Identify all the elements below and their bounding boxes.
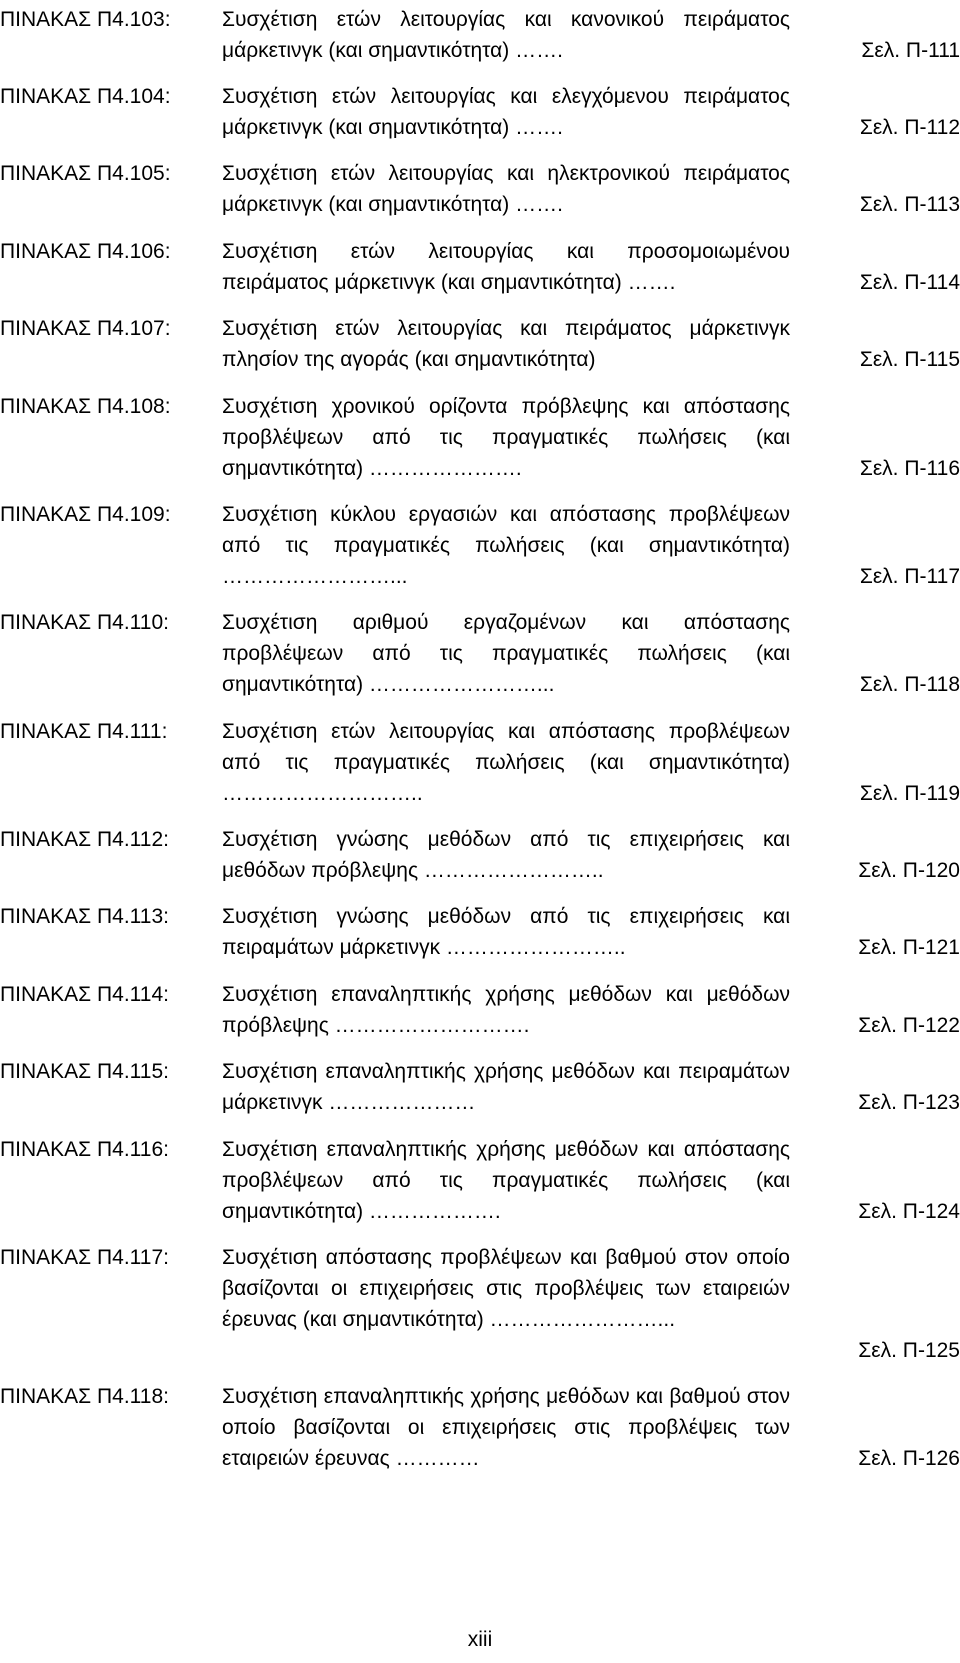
table-description: Συσχέτιση γνώσης μεθόδων από τις επιχειρήσεις και μεθόδων πρόβλεψης …………………….. (222, 828, 790, 882)
table-label: ΠΙΝΑΚΑΣ Π4.115: (0, 1060, 169, 1083)
table-description: Συσχέτιση ετών λειτουργίας και απόστασης προβλέψεων από τις πραγματικές πωλήσεις (και σημαντικότητα) ……………………….. (222, 720, 790, 805)
page-reference: Σελ. Π-111 (861, 39, 960, 62)
page-reference: Σελ. Π-118 (859, 673, 960, 696)
table-description: Συσχέτιση ετών λειτουργίας και ηλεκτρονικού πειράματος μάρκετινγκ (και σημαντικότητα) ……. (222, 162, 790, 216)
table-label: ΠΙΝΑΚΑΣ Π4.111: (0, 720, 168, 743)
table-description: Συσχέτιση γνώσης μεθόδων από τις επιχειρήσεις και πειραμάτων μάρκετινγκ …………………….. (222, 905, 790, 959)
table-label: ΠΙΝΑΚΑΣ Π4.103: (0, 8, 171, 31)
page-reference: Σελ. Π-121 (858, 936, 960, 959)
table-description: Συσχέτιση επαναληπτικής χρήσης μεθόδων και μεθόδων πρόβλεψης ………………………. (222, 983, 790, 1037)
table-description: Συσχέτιση ετών λειτουργίας και πειράματος μάρκετινγκ πλησίον της αγοράς (και σημαντικότητα) (222, 317, 790, 371)
page-reference: Σελ. Π-126 (858, 1447, 960, 1470)
page-reference: Σελ. Π-115 (859, 348, 960, 371)
table-description: Συσχέτιση απόστασης προβλέψεων και βαθμού στον οποίο βασίζονται οι επιχειρήσεις στις προβλέψεις των εταιρειών έρευνας (και σημαντικότητα) ……………………... (222, 1246, 790, 1331)
table-label: ΠΙΝΑΚΑΣ Π4.114: (0, 983, 169, 1006)
page-reference: Σελ. Π-123 (858, 1091, 960, 1114)
page-number: xiii (467, 1628, 493, 1651)
table-description: Συσχέτιση επαναληπτικής χρήσης μεθόδων και βαθμού στον οποίο βασίζονται οι επιχειρήσεις στις προβλέψεις των εταιρειών έρευνας ………… (222, 1385, 790, 1470)
page-reference: Σελ. Π-112 (859, 116, 960, 139)
table-label: ΠΙΝΑΚΑΣ Π4.105: (0, 162, 171, 185)
page-reference: Σελ. Π-113 (859, 193, 960, 216)
page-reference: Σελ. Π-120 (858, 859, 960, 882)
table-description: Συσχέτιση χρονικού ορίζοντα πρόβλεψης και απόστασης προβλέψεων από τις πραγματικές πωλήσεις (και σημαντικότητα) …………………. (222, 395, 790, 480)
table-label: ΠΙΝΑΚΑΣ Π4.109: (0, 503, 171, 526)
table-label: ΠΙΝΑΚΑΣ Π4.106: (0, 240, 171, 263)
table-label: ΠΙΝΑΚΑΣ Π4.112: (0, 828, 169, 851)
table-description: Συσχέτιση κύκλου εργασιών και απόστασης προβλέψεων από τις πραγματικές πωλήσεις (και σημαντικότητα) ……………………... (222, 503, 790, 588)
page-reference: Σελ. Π-117 (859, 565, 960, 588)
table-label: ΠΙΝΑΚΑΣ Π4.116: (0, 1138, 169, 1161)
table-description: Συσχέτιση ετών λειτουργίας και προσομοιωμένου πειράματος μάρκετινγκ (και σημαντικότητα) ……. (222, 240, 790, 294)
table-description: Συσχέτιση αριθμού εργαζομένων και απόστασης προβλέψεων από τις πραγματικές πωλήσεις (και σημαντικότητα) ……………………... (222, 611, 790, 696)
table-description: Συσχέτιση επαναληπτικής χρήσης μεθόδων και πειραμάτων μάρκετινγκ ………………… (222, 1060, 790, 1114)
page-reference: Σελ. Π-119 (859, 782, 960, 805)
table-label: ΠΙΝΑΚΑΣ Π4.110: (0, 611, 169, 634)
page-reference: Σελ. Π-116 (859, 457, 960, 480)
table-label: ΠΙΝΑΚΑΣ Π4.107: (0, 317, 171, 340)
table-description: Συσχέτιση ετών λειτουργίας και ελεγχόμενου πειράματος μάρκετινγκ (και σημαντικότητα) ……. (222, 85, 790, 139)
table-description: Συσχέτιση ετών λειτουργίας και κανονικού πειράματος μάρκετινγκ (και σημαντικότητα) ……. (222, 8, 790, 62)
table-label: ΠΙΝΑΚΑΣ Π4.104: (0, 85, 171, 108)
table-label: ΠΙΝΑΚΑΣ Π4.108: (0, 395, 171, 418)
page-reference: Σελ. Π-125 (858, 1339, 960, 1362)
table-description: Συσχέτιση επαναληπτικής χρήσης μεθόδων και απόστασης προβλέψεων από τις πραγματικές πωλήσεις (και σημαντικότητα) ………………. (222, 1138, 790, 1223)
table-label: ΠΙΝΑΚΑΣ Π4.118: (0, 1385, 169, 1408)
table-label: ΠΙΝΑΚΑΣ Π4.113: (0, 905, 169, 928)
table-label: ΠΙΝΑΚΑΣ Π4.117: (0, 1246, 169, 1269)
page-reference: Σελ. Π-122 (858, 1014, 960, 1037)
page-reference: Σελ. Π-114 (859, 271, 960, 294)
page-reference: Σελ. Π-124 (858, 1200, 960, 1223)
